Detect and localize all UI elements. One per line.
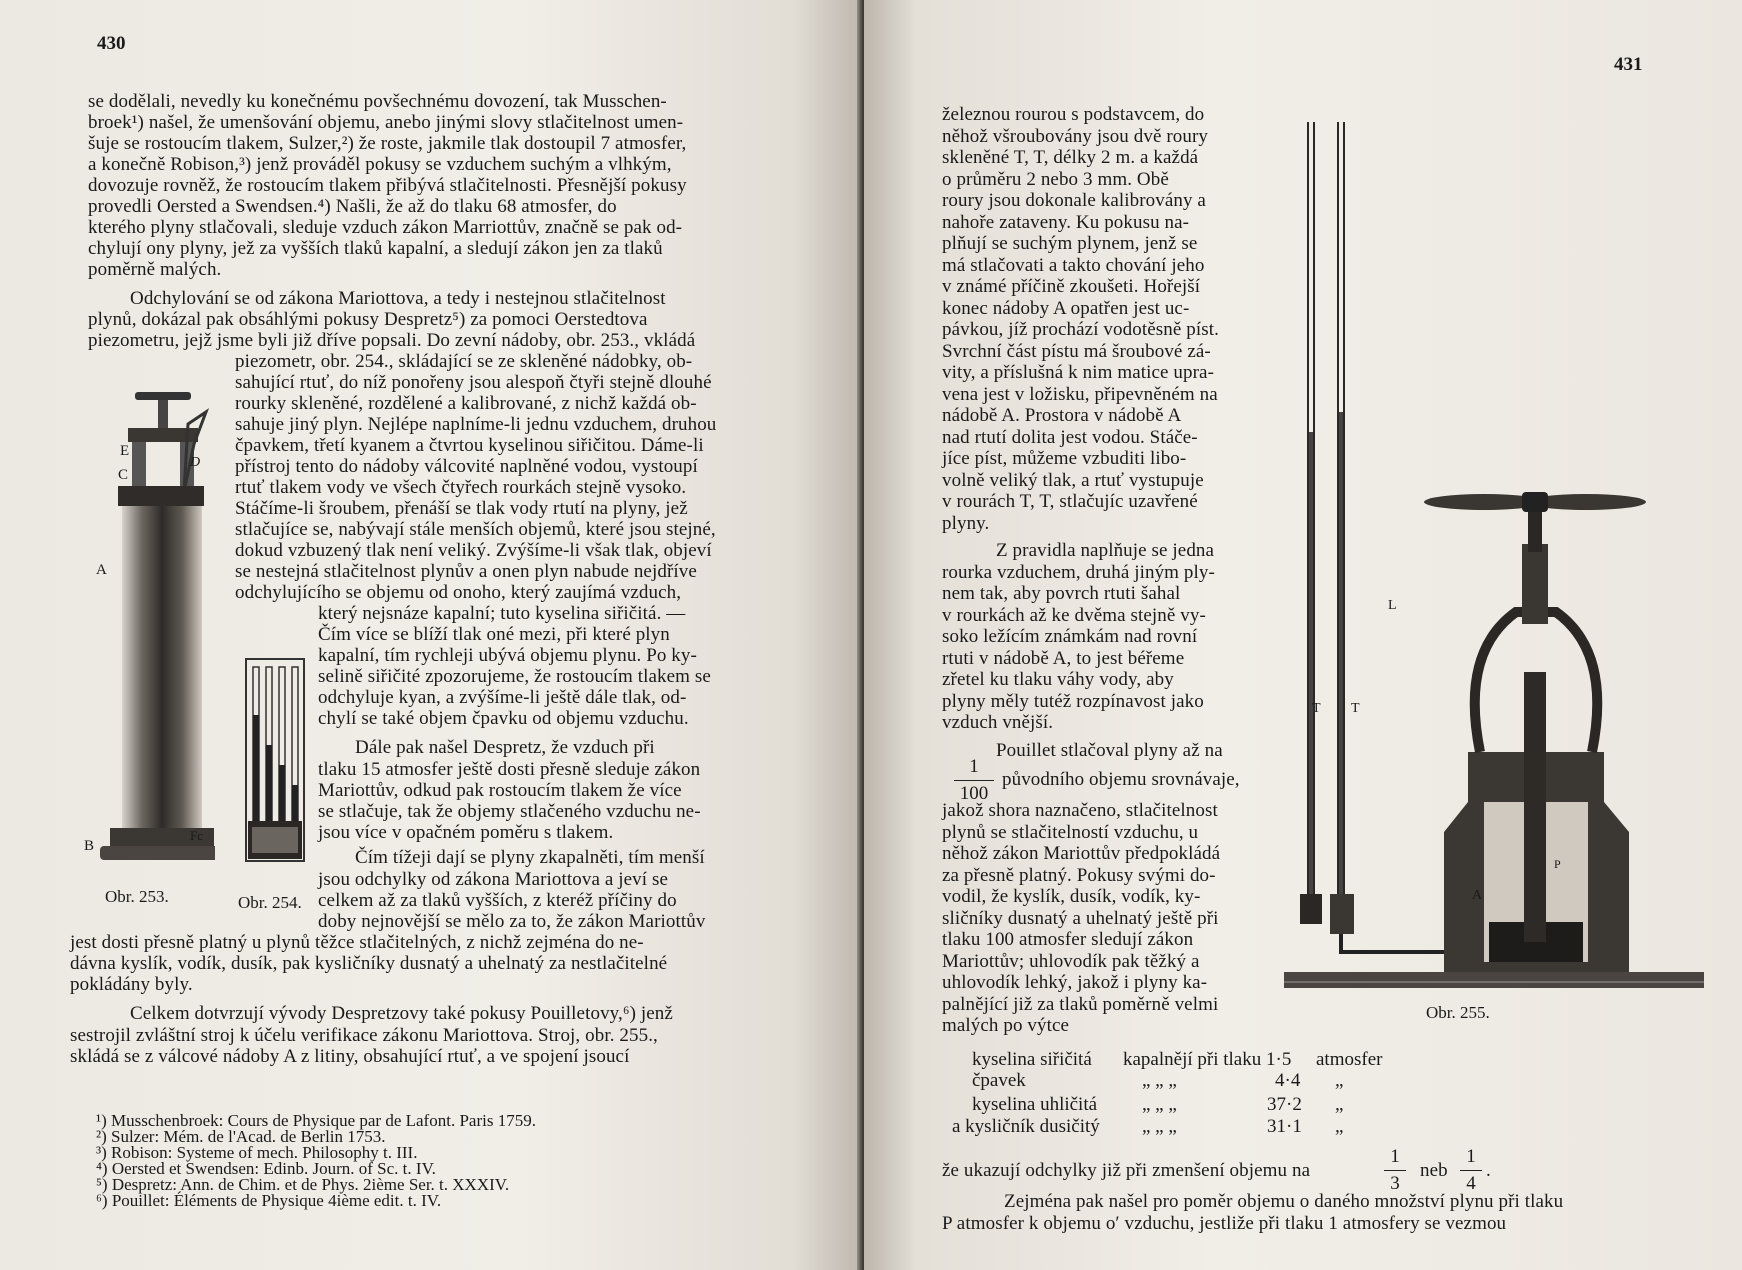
figure-254-caption: Obr. 254. [238, 893, 302, 912]
text-line: se stlačuje, tak že objemy stlačeného vzduchu ne- [318, 801, 701, 822]
text-line: plyny měly tutéž rozpínavost jako [942, 690, 1204, 712]
text-line: odchyluje kyan, a zvýšíme-li ještě dále tlak, od- [318, 687, 687, 708]
fraction-den: 3 [1390, 1173, 1400, 1194]
text-line: v rourkách až ke dvěma stejně vy- [942, 604, 1206, 626]
text-line: nahoře zataveny. Ku pokusu na- [942, 211, 1190, 233]
text-line: Svrchní část pístu má šroubové zá- [942, 340, 1211, 362]
figure-253-label-A: A [96, 562, 107, 578]
text-line: dávna kyslík, vodík, dusík, pak kysličníky dusnatý a uhelnatý za nestlačitelné [70, 953, 668, 974]
fraction-line-text: původního objemu srovnávaje, [1002, 769, 1240, 790]
text-line: piezometru, jejž jsme byli již dříve popsali. Do zevní nádoby, obr. 253., vkládá [88, 330, 696, 351]
text-line: nádobě A. Prostora v nádobě A [942, 405, 1182, 426]
table-cell-value: 31·1 [1267, 1116, 1302, 1137]
text-line: doby nejnovější se mělo za to, že zákon Mariottův [318, 911, 706, 932]
text-line: odchylujícího se objemu od onoho, který zaujímá vzduch, [235, 582, 682, 603]
fraction-num: 1 [1466, 1146, 1476, 1167]
text-line: jest dosti přesně platný u plynů těžce stlačitelných, z nichž zejména do ne- [70, 932, 644, 953]
text-line: konec nádoby A opatřen jest uc- [942, 297, 1190, 319]
table-cell-name: kyselina siřičitá [972, 1049, 1092, 1070]
text-line: pokládány byly. [70, 974, 193, 995]
closing-line-text: že ukazují odchylky již při zmenšení objemu na [942, 1160, 1311, 1181]
text-line: za přesně platný. Pokusy svými do- [942, 864, 1216, 886]
figure-255-label-T2: T [1351, 701, 1360, 716]
text-line: Čím tížeji dají se plyny zkapalněti, tím menší [355, 847, 705, 868]
figure-253-label-C: C [118, 467, 129, 483]
text-line: má stlačovati a takto chování jeho [942, 254, 1205, 276]
text-line: šuje se rostoucím tlakem, Sulzer,²) že roste, jakmile tlak dostoupil 7 atmosfer, [88, 133, 687, 154]
text-line: jsou odchylky od zákona Mariottova a jeví se [318, 869, 669, 890]
text-line: plyny. [942, 512, 990, 534]
text-line: tlaku 100 atmosfer sledují zákon [942, 929, 1194, 950]
text-line: Čím více se blíží tlak oné mezi, při které plyn [318, 624, 670, 645]
fraction-1-100 [954, 756, 994, 805]
fraction-1-4 [1460, 1146, 1482, 1195]
figure-253-mark: Fc [190, 828, 203, 843]
text-line: plynů, dokázal pak obsáhlými pokusy Despretz⁵) za pomoci Oerstedtova [88, 309, 648, 330]
figure-253-label-B: B [84, 838, 95, 854]
table-cell-name: čpavek [972, 1070, 1026, 1091]
text-line: Zejména pak našel pro poměr objemu o daného množství plynu při tlaku [1004, 1191, 1564, 1212]
text-line: a konečně Robison,³) jenž prováděl pokusy se vzduchem suchým a vlhkým, [88, 154, 672, 175]
figure-255-label-T1: T [1312, 701, 1321, 716]
footnote: ⁶) Pouillet: Éléments de Physique 4ième edit. t. IV. [96, 1191, 442, 1210]
text-line: Dále pak našel Despretz, že vzduch při [355, 737, 655, 758]
table-cell-mid: „ „ „ [1142, 1070, 1177, 1091]
table-cell-mid: kapalnějí při tlaku [1123, 1049, 1262, 1070]
right-page [864, 0, 1742, 1270]
closing-line-end: . [1486, 1160, 1491, 1181]
text-line: celkem až za tlaků vyšších, z kteréž příčiny do [318, 890, 677, 911]
text-line: zřetel ku tlaku váhy vody, aby [942, 669, 1174, 690]
footnote: ⁵) Despretz: Ann. de Chim. et de Phys. 2ième Ser. t. XXXIV. [96, 1175, 510, 1194]
text-line: sličníky dusnatý a uhelnatý ještě při [942, 907, 1219, 929]
figure-253-label-D: D [190, 455, 201, 470]
table-cell-value: 37·2 [1267, 1094, 1302, 1115]
table-cell-value: 1·5 [1266, 1049, 1292, 1070]
text-line: dokud vzbuzený tlak není veliký. Zvýšíme-li však tlak, objeví [235, 540, 712, 561]
text-line: jakož shora naznačeno, stlačitelnost [942, 800, 1218, 821]
table-cell-unit: „ [1335, 1094, 1344, 1115]
text-line: vena jest v ložisku, připevněném na [942, 383, 1218, 405]
text-line: rourka vzduchem, druhá jiným ply- [942, 561, 1215, 583]
closing-line-neb: neb [1420, 1160, 1448, 1181]
text-line: dovozuje rovněž, že rostoucím tlakem přibývá stlačitelnosti. Přesnější pokusy [88, 175, 687, 196]
text-line: Odchylování se od zákona Mariottova, a tedy i nestejnou stlačitelnost [130, 288, 666, 309]
text-line: se dodělali, nevedly ku konečnému povšechnému dovození, tak Musschen- [88, 91, 667, 112]
fraction-den: 100 [959, 783, 989, 804]
text-line: nem tak, aby povrch rtuti šahal [942, 583, 1181, 604]
text-line: o průměru 2 nebo 3 mm. Obě [942, 168, 1169, 190]
text-line: selině siřičité zpozorujeme, že rostoucím tlakem se [318, 666, 711, 687]
text-line: rtuť tlakem vody ve všech čtyřech rourkách stejně vysoko. [235, 477, 687, 498]
figure-255-label-L: L [1388, 598, 1397, 613]
text-line: kterého plyny stlačovali, sleduje vzduch zákon Marriottův, značně se pak od- [88, 217, 683, 238]
text-line: malých po výtce [942, 1015, 1070, 1036]
figure-255-label-A: A [1472, 888, 1483, 903]
text-line: jsou více v opačném poměru s tlakem. [318, 822, 614, 843]
figure-255-label-P: P [1554, 857, 1561, 871]
text-line: něhož zákon Mariottův předpokládá [942, 843, 1221, 864]
text-line: poměrně malých. [88, 259, 222, 280]
table-cell-mid: „ „ „ [1142, 1094, 1177, 1115]
footnote: ⁴) Oersted et Swendsen: Edinb. Journ. of Sc. t. IV. [96, 1159, 436, 1178]
text-line: sahující rtuť, do níž ponořeny jsou alespoň čtyři stejně dlouhé [235, 372, 712, 393]
text-line: sahuje jiný plyn. Nejlépe naplníme-li jednu vzduchem, druhou [235, 414, 717, 435]
text-line: vodil, že kyslík, dusík, vodík, ky- [942, 886, 1201, 907]
text-line: stlačujíce se, nabývají stále menších objemů, které jsou stejné, [235, 519, 716, 540]
text-line: Mariottův; uhlovodík pak těžký a [942, 950, 1200, 972]
text-line: soko ležícím známkám nad rovní [942, 626, 1198, 647]
figure-255-pouillet-apparatus [1284, 112, 1704, 992]
text-line: roury jsou dokonale kalibrovány a [942, 190, 1206, 211]
text-line: v známé příčině zkoušeti. Hořejší [942, 276, 1201, 297]
footnote: ²) Sulzer: Mém. de l'Acad. de Berlin 1753. [96, 1127, 386, 1146]
text-line: něhož všroubovány jsou dvě roury [942, 125, 1208, 147]
table-cell-unit: „ [1335, 1070, 1344, 1091]
table-cell-mid: „ „ „ [1142, 1116, 1177, 1137]
text-line: tlaku 15 atmosfer ještě dosti přesně sleduje zákon [318, 759, 701, 780]
text-line: v rourách T, T, stlačujíc uzavřené [942, 491, 1198, 512]
table-cell-unit: atmosfer [1316, 1049, 1383, 1070]
text-line: P atmosfer k objemu o′ vzduchu, jestliže při tlaku 1 atmosfery se vezmou [942, 1213, 1507, 1234]
left-page [0, 0, 862, 1270]
text-line: pávkou, jíž prochází vodotěsně píst. [942, 319, 1219, 340]
text-line: Stáčíme-li šroubem, přenáší se tlak vody rtutí na plyny, jež [235, 498, 688, 519]
figure-253-caption: Obr. 253. [105, 887, 169, 906]
fraction-num: 1 [1390, 1146, 1400, 1167]
text-line: plynů se stlačitelností vzduchu, u [942, 821, 1199, 843]
text-line: skleněné T, T, délky 2 m. a každá [942, 147, 1199, 168]
text-line: plňují se suchým plynem, jenž se [942, 233, 1198, 254]
figure-254-piezometer [242, 655, 310, 880]
text-line: vzduch vnější. [942, 712, 1054, 733]
text-line: Celkem dotvrzují vývody Despretzovy také pokusy Pouilletovy,⁶) jenž [130, 1003, 673, 1024]
table-cell-unit: „ [1335, 1116, 1344, 1137]
footnote: ¹) Musschenbroek: Cours de Physique par de Lafont. Paris 1759. [96, 1111, 536, 1130]
page-number: 431 [1614, 54, 1643, 75]
table-cell-name: a kysličník dusičitý [952, 1116, 1100, 1137]
fraction-den: 4 [1466, 1173, 1476, 1194]
text-line: piezometr, obr. 254., skládající se ze skleněné nádobky, ob- [235, 351, 693, 372]
text-line: přístroj tento do nádoby válcovité naplněné vodou, vystoupí [235, 456, 698, 477]
text-line: jíce píst, můžeme vzbuditi libo- [942, 448, 1187, 469]
page-number: 430 [97, 33, 126, 54]
text-line: rtuti v nádobě A, to jest béřeme [942, 647, 1185, 669]
text-line: sestrojil zvláštní stroj k účelu verifikace zákonu Mariottova. Stroj, obr. 255., [70, 1025, 658, 1046]
text-line: chylí se také objem čpavku od objemu vzduchu. [318, 708, 689, 729]
table-cell-value: 4·4 [1275, 1070, 1301, 1091]
text-line: broek¹) našel, že umenšování objemu, anebo jinými slovy stlačitelnost umen- [88, 112, 684, 133]
text-line: vity, a příslušná k nim matice upra- [942, 362, 1214, 383]
text-line: se nestejná stlačitelnost plynův a onen plyn nabude nejdříve [235, 561, 697, 582]
text-line: skládá se z válcové nádoby A z litiny, obsahující rtuť, a ve spojení jsoucí [70, 1046, 630, 1067]
text-line: železnou rourou s podstavcem, do [942, 104, 1205, 125]
text-line: provedli Oersted a Swendsen.⁴) Našli, že až do tlaku 68 atmosfer, do [88, 196, 617, 217]
text-line: palnějící již za tlaků poměrně velmi [942, 993, 1219, 1015]
fraction-num: 1 [969, 756, 979, 777]
text-line: volně veliký tlak, a rtuť vystupuje [942, 469, 1204, 491]
figure-255-caption: Obr. 255. [1426, 1003, 1490, 1022]
fraction-1-3 [1384, 1146, 1406, 1195]
fraction-bar [1384, 1170, 1406, 1171]
text-line: čpavkem, třetí kyanem a čtvrtou kyselinou siřičitou. Dáme-li [235, 435, 704, 456]
table-cell-name: kyselina uhličitá [972, 1094, 1098, 1115]
text-line: Mariottův, odkud pak rostoucím tlakem že více [318, 780, 682, 801]
text-line: chylují ony plyny, jež za vyšších tlaků kapalní, a sledují zákon jen za tlaků [88, 238, 663, 259]
text-line: Z pravidla naplňuje se jedna [996, 540, 1215, 561]
text-line: Pouillet stlačoval plyny až na [996, 739, 1223, 761]
fraction-bar [1460, 1170, 1482, 1171]
footnote: ³) Robison: Systeme of mech. Philosophy t. III. [96, 1143, 418, 1162]
text-line: uhlovodík lehký, jakož i plyny ka- [942, 972, 1208, 993]
text-line: rourky skleněné, rozdělené a kalibrované, z nichž každá ob- [235, 393, 697, 414]
figure-253-label-E: E [120, 443, 130, 459]
text-line: kapalní, tím rychleji ubývá objemu plynu. Po ky- [318, 645, 697, 666]
fraction-bar [954, 780, 994, 781]
text-line: nad rtutí dolita jest vodou. Stáče- [942, 426, 1198, 448]
text-line: který nejsnáze kapalní; tuto kyselina siřičitá. — [318, 603, 686, 624]
